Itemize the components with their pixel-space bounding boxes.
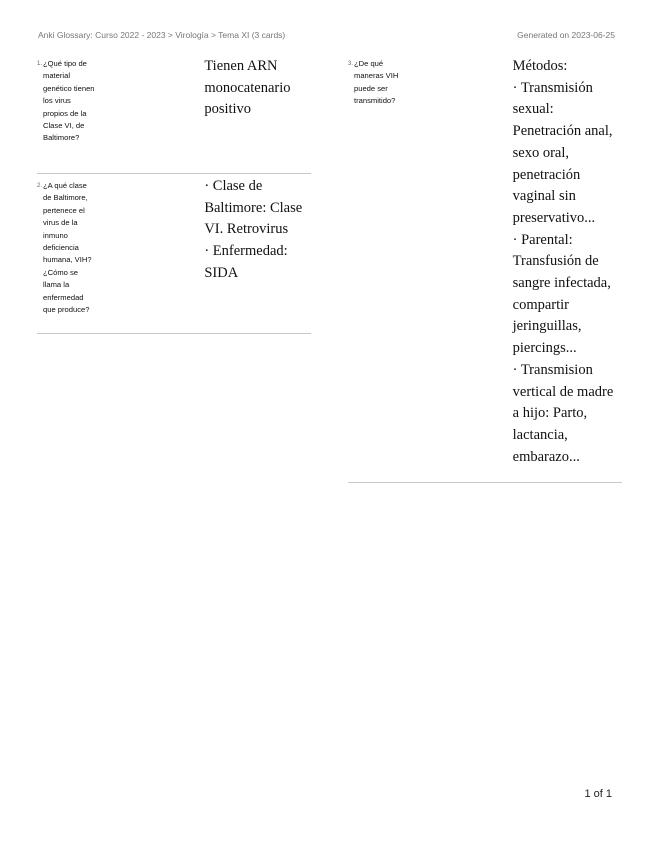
card-2-question-text: ¿A qué clase de Baltimore, pertenece el virus de la inmuno deficiencia humana, VIH? ¿Cómo se llama la enfermedad que produce? bbox=[43, 181, 92, 315]
card-3-question-text: ¿De qué maneras VIH puede ser transmitido? bbox=[354, 59, 399, 106]
generated-date: Generated on 2023-06-25 bbox=[517, 30, 615, 40]
card-1 bbox=[37, 56, 311, 174]
card-3-question bbox=[348, 56, 411, 482]
card-1-answer: Tienen ARN monocatenario positivo bbox=[204, 58, 291, 118]
right-column bbox=[348, 56, 622, 483]
card-2 bbox=[37, 174, 311, 334]
card-3-number: 3. bbox=[348, 61, 354, 67]
card-2-number: 2. bbox=[37, 183, 43, 189]
card-1-question-text: ¿Qué tipo de material genético tienen los virus propios de la Clase VI, de Baltimore? bbox=[43, 59, 95, 143]
glossary-title: Anki Glossary: Curso 2022 - 2023 > Virología > Tema XI (3 cards) bbox=[38, 30, 286, 40]
card-1-question bbox=[37, 56, 96, 173]
left-column bbox=[37, 56, 311, 334]
card-1-number: 1. bbox=[37, 61, 43, 67]
card-2-answer: · Clase de Baltimore: Clase VI. Retrovirus · Enfermedad: SIDA bbox=[204, 178, 303, 281]
page-number: 1 of 1 bbox=[584, 788, 612, 800]
card-3-answer: Métodos: · Transmisión sexual: Penetración anal, sexo oral, penetración vaginal sin preservativo... · Parental: Transfusión de sangre infectada, compartir jeringuillas, piercings... · Transmision vertical de madre a hijo: Parto, lactancia, embarazo... bbox=[512, 58, 614, 465]
card-3 bbox=[348, 56, 622, 483]
card-2-question bbox=[37, 174, 96, 333]
